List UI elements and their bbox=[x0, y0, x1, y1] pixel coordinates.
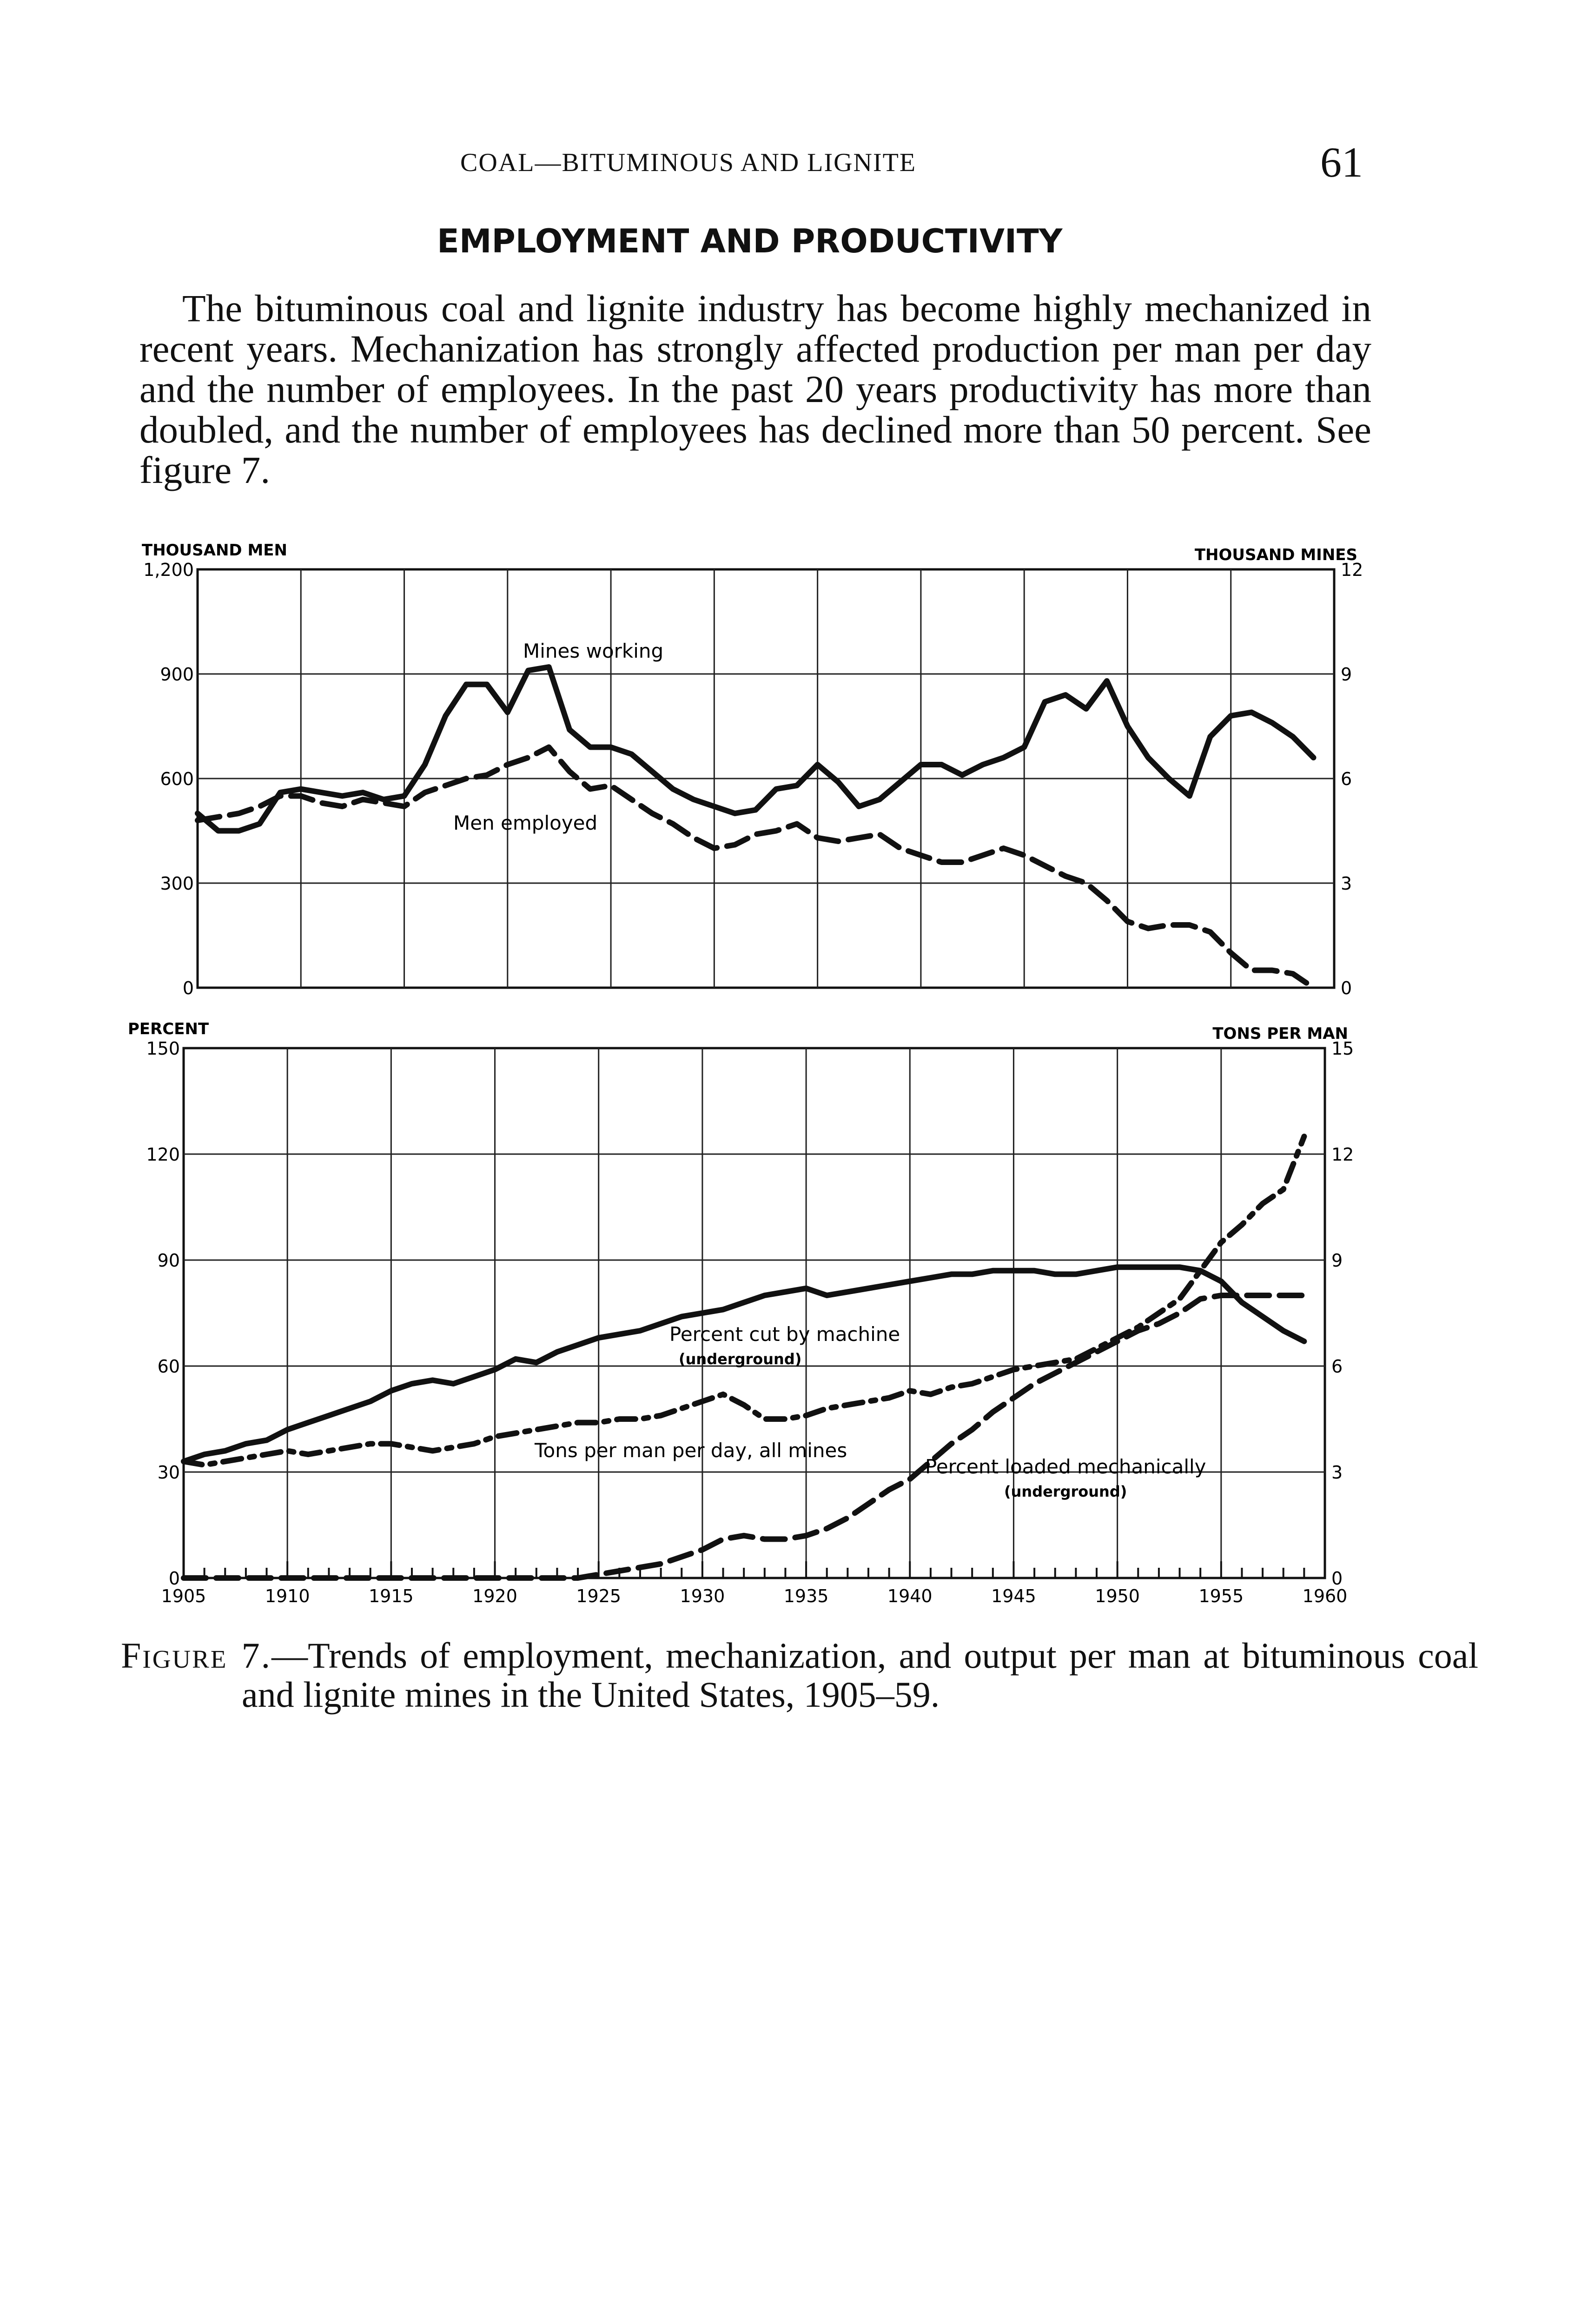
plot-frame bbox=[184, 1048, 1325, 1578]
right-tick-label: 12 bbox=[1341, 560, 1363, 580]
x-tick-label: 1955 bbox=[1198, 1586, 1244, 1606]
x-tick-label: 1910 bbox=[265, 1586, 310, 1606]
series-sublabel: (underground) bbox=[679, 1350, 802, 1368]
x-tick-label: 1925 bbox=[576, 1586, 622, 1606]
series-label: Tons per man per day, all mines bbox=[535, 1439, 847, 1462]
series-label: Mines working bbox=[523, 640, 664, 662]
x-tick-label: 1905 bbox=[161, 1586, 206, 1606]
left-axis-title: PERCENT bbox=[128, 1020, 209, 1038]
x-tick-label: 1930 bbox=[680, 1586, 725, 1606]
x-tick-label: 1940 bbox=[887, 1586, 933, 1606]
left-tick-label: 0 bbox=[182, 978, 194, 998]
right-tick-label: 9 bbox=[1331, 1250, 1343, 1271]
x-tick-label: 1945 bbox=[991, 1586, 1036, 1606]
employment-panel bbox=[142, 541, 1363, 998]
right-tick-label: 0 bbox=[1341, 978, 1352, 998]
left-tick-label: 30 bbox=[157, 1462, 180, 1483]
left-tick-label: 150 bbox=[146, 1038, 180, 1059]
series-label: Percent cut by machine bbox=[669, 1323, 900, 1346]
caption-text: —Trends of employment, mechanization, and output per man at bituminous coal and lignite mines in the United States, 1905–59. bbox=[242, 1635, 1478, 1715]
right-tick-label: 0 bbox=[1331, 1568, 1343, 1589]
right-tick-label: 9 bbox=[1341, 664, 1352, 685]
left-tick-label: 90 bbox=[157, 1250, 180, 1271]
left-tick-label: 120 bbox=[146, 1144, 180, 1165]
left-tick-label: 600 bbox=[160, 769, 194, 789]
caption-label: Figure 7. bbox=[121, 1635, 272, 1676]
x-tick-label: 1950 bbox=[1095, 1586, 1140, 1606]
x-tick-label: 1935 bbox=[783, 1586, 829, 1606]
series-label: Men employed bbox=[453, 812, 598, 834]
figure-caption bbox=[121, 1636, 1478, 1714]
left-tick-label: 900 bbox=[160, 664, 194, 685]
left-tick-label: 300 bbox=[160, 873, 194, 894]
left-axis-title: THOUSAND MEN bbox=[142, 541, 287, 560]
right-tick-label: 6 bbox=[1331, 1356, 1343, 1377]
right-axis-title: TONS PER MAN bbox=[1212, 1024, 1348, 1043]
section-title: EMPLOYMENT AND PRODUCTIVITY bbox=[437, 222, 1063, 260]
left-tick-label: 60 bbox=[157, 1356, 180, 1377]
x-tick-label: 1920 bbox=[472, 1586, 517, 1606]
page-number: 61 bbox=[1320, 139, 1363, 186]
series-line-men-employed bbox=[198, 747, 1314, 988]
right-tick-label: 6 bbox=[1341, 769, 1352, 789]
left-tick-label: 1,200 bbox=[143, 560, 194, 580]
right-axis-title: THOUSAND MINES bbox=[1194, 546, 1357, 564]
intro-paragraph: The bituminous coal and lignite industry has become highly mechanized in recent years. Mechanization has strongly affected production per man per day and the number of employees. In the past 20 years productivity has more than doubled, and the number of employees has declined more than 50 percent. See figure 7. bbox=[139, 287, 1371, 491]
left-tick-label: 0 bbox=[168, 1568, 180, 1589]
right-tick-label: 15 bbox=[1331, 1038, 1354, 1059]
right-tick-label: 3 bbox=[1341, 873, 1352, 894]
right-tick-label: 3 bbox=[1331, 1462, 1343, 1483]
right-tick-label: 12 bbox=[1331, 1144, 1354, 1165]
running-head: COAL—BITUMINOUS AND LIGNITE bbox=[460, 148, 917, 177]
series-line-mines-working bbox=[198, 667, 1314, 831]
series-label: Percent loaded mechanically bbox=[925, 1455, 1206, 1478]
x-tick-label: 1915 bbox=[369, 1586, 414, 1606]
mechanization-panel bbox=[128, 1020, 1354, 1606]
series-sublabel: (underground) bbox=[1004, 1483, 1127, 1500]
x-tick-label: 1960 bbox=[1302, 1586, 1348, 1606]
